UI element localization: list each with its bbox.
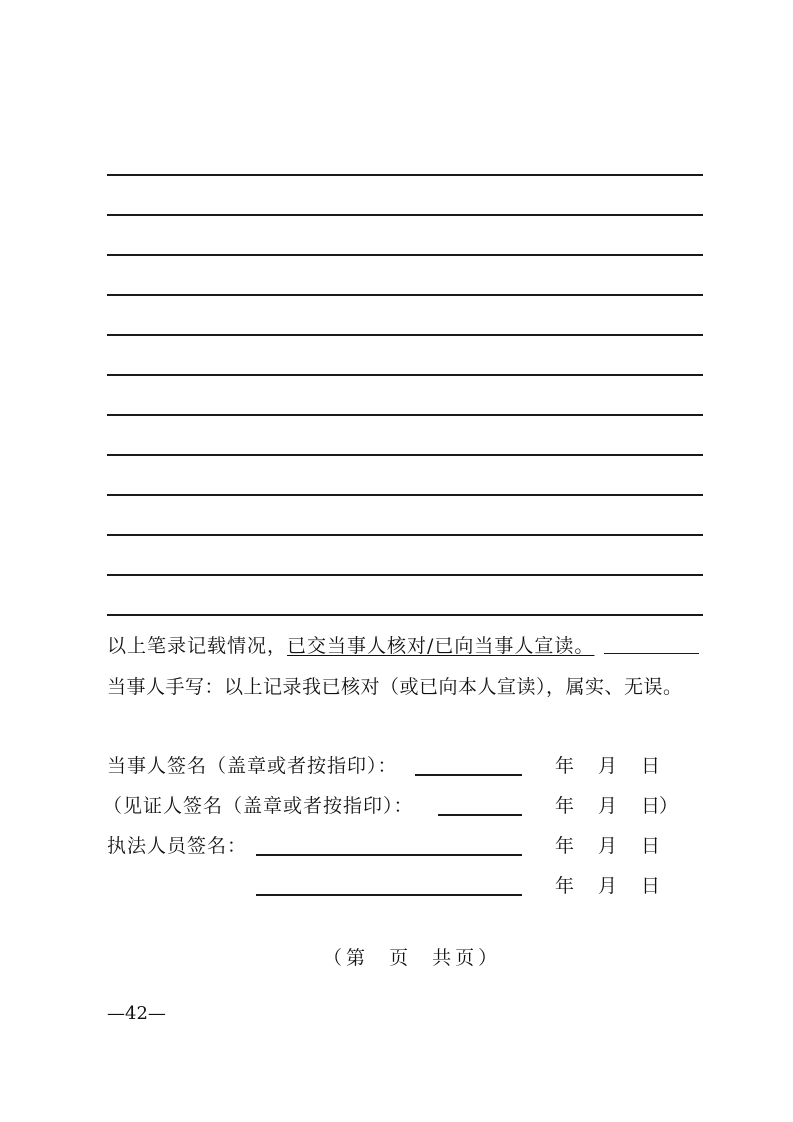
witness-signature-label: （见证人签名（盖章或者按指印）： [103,795,414,817]
statement-options: 已交当事人核对/已向当事人宣读。 [287,635,595,657]
year-label: 年 [555,755,575,777]
writing-rule [107,294,703,296]
party-signature-date [555,754,695,778]
day-label: 日 [641,755,661,777]
writing-rule [107,174,703,176]
party-signature-field[interactable] [415,774,522,776]
day-label: 日 [641,875,661,897]
year-label: 年 [555,835,575,857]
officer-signature-field-2[interactable] [256,894,522,896]
month-label: 月 [598,835,618,857]
writing-rule [107,334,703,336]
writing-rule [107,454,703,456]
year-label: 年 [555,875,575,897]
witness-signature-field[interactable] [438,814,522,816]
writing-rule [107,374,703,376]
writing-rule [107,214,703,216]
writing-rule [107,414,703,416]
day-label: 日 [641,795,661,817]
party-signature-label: 当事人签名（盖章或者按指印）： [107,755,398,777]
writing-rule [107,494,703,496]
month-label: 月 [598,875,618,897]
day-label: 日 [641,835,661,857]
statement-prefix: 以上笔录记载情况， [107,635,288,657]
officer-signature-field-1[interactable] [256,854,522,856]
month-label: 月 [598,795,618,817]
page-count: （第 页 共页） [323,947,502,969]
year-label: 年 [555,795,575,817]
month-label: 月 [598,755,618,777]
officer-signature-label: 执法人员签名： [107,835,248,857]
writing-rule [107,534,703,536]
statement-underline-tail [604,653,699,654]
closing-parenthesis: ） [659,795,679,817]
handwrite-confirmation: 当事人手写：以上记录我已核对（或已向本人宣读），属实、无误。 [107,676,683,698]
writing-rule [107,614,703,616]
writing-rule [107,254,703,256]
officer-signature-date-1 [555,834,695,858]
witness-signature-date [555,794,695,818]
writing-rule [107,574,703,576]
page-number: —42— [107,1003,166,1024]
record-statement [107,634,594,658]
officer-signature-date-2 [555,874,695,898]
